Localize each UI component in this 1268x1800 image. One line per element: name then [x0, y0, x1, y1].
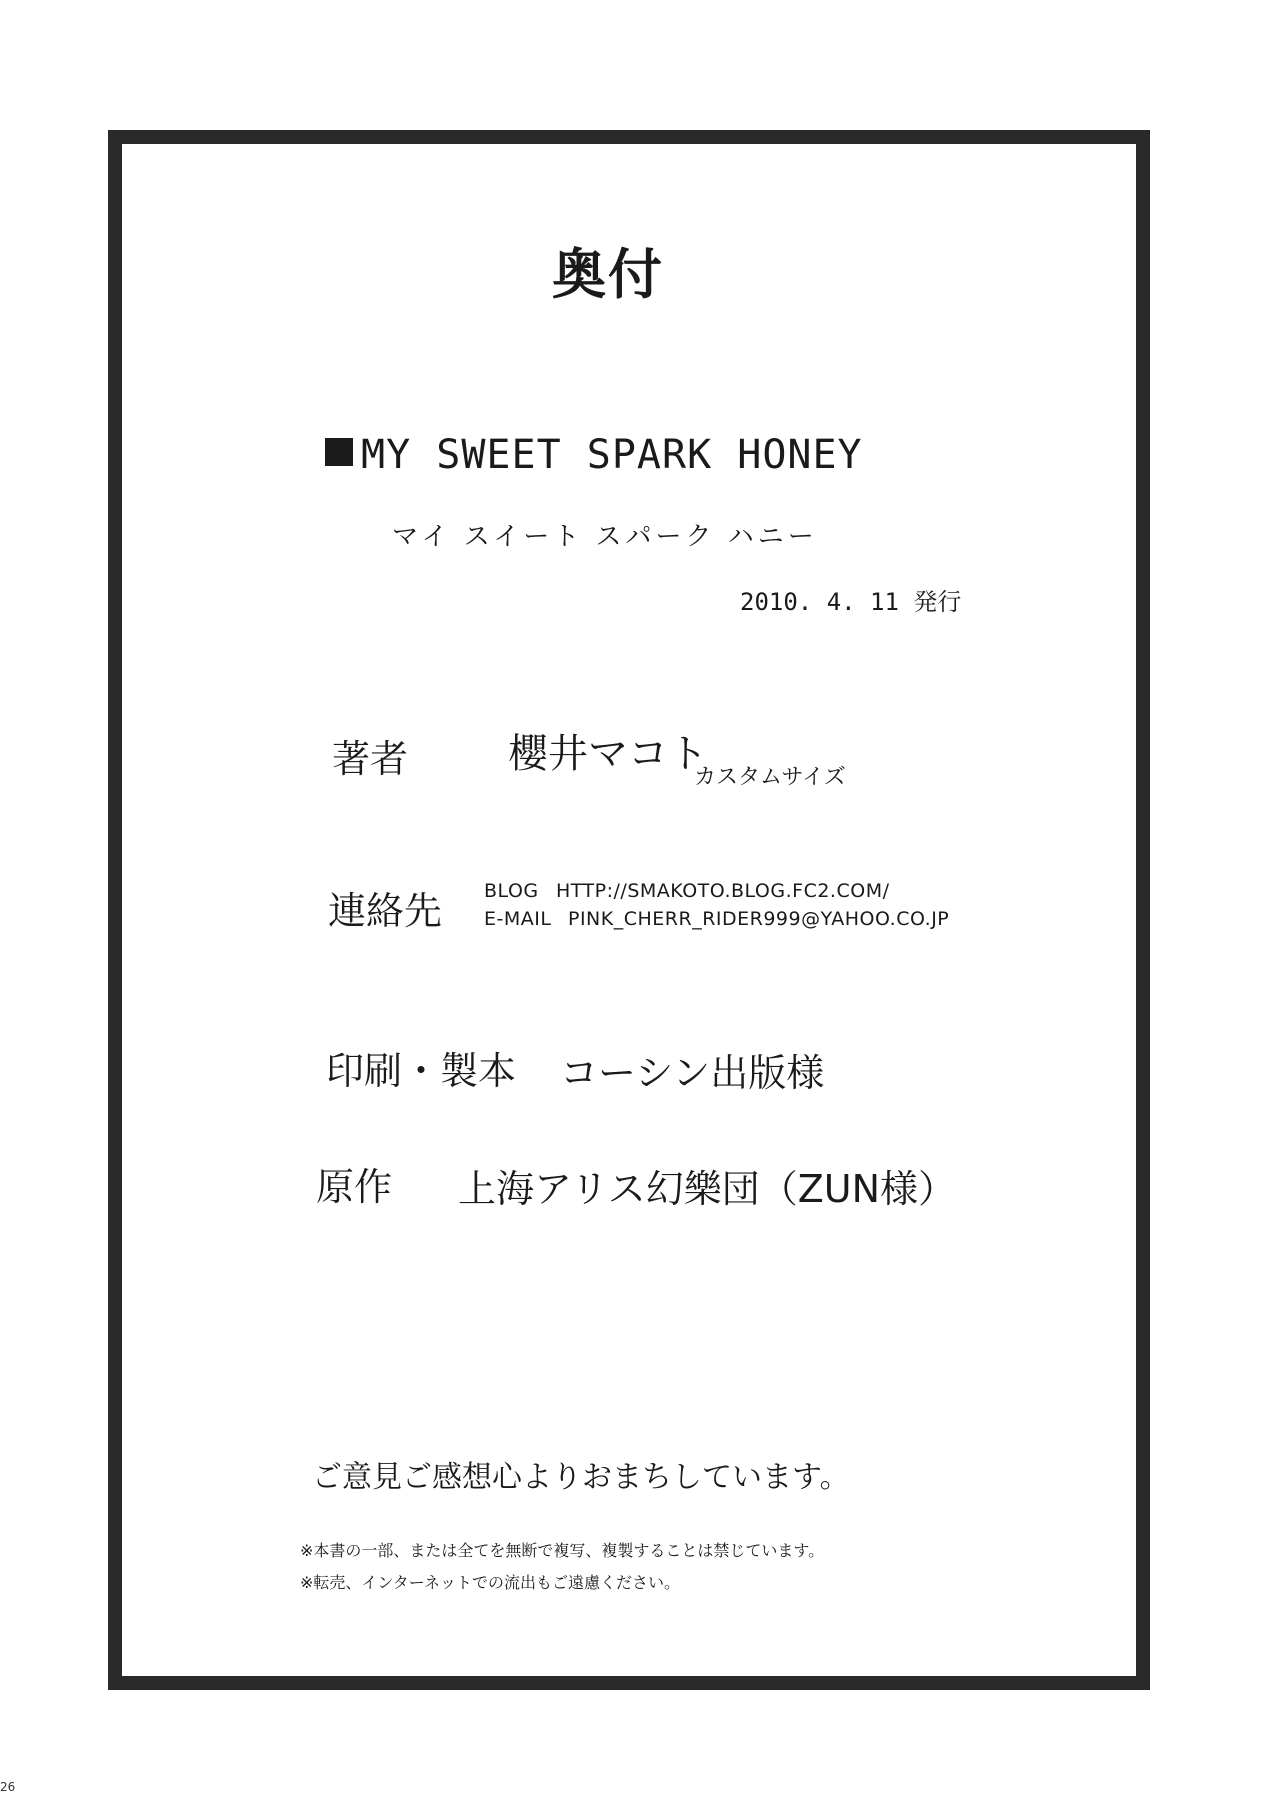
contact-label: 連絡先 — [328, 889, 443, 933]
page-number: 26 — [0, 1780, 16, 1794]
notice-resale: ※転売、インターネットでの流出もご遠慮ください。 — [300, 1573, 680, 1592]
colophon-heading: 奥付 — [552, 243, 664, 306]
book-title-kana: マイ スイート スパーク ハニー — [392, 522, 818, 552]
email-key: E-MAIL — [484, 908, 552, 930]
circle-name: カスタムサイズ — [694, 765, 846, 790]
author-name: 櫻井マコト — [508, 731, 708, 777]
notice-copy: ※本書の一部、または全てを無断で複写、複製することは禁じています。 — [300, 1541, 825, 1560]
email-address: PINK_CHERR_RIDER999@YAHOO.CO.JP — [568, 908, 950, 930]
closing-message: ご意見ご感想心よりおまちしています。 — [312, 1460, 850, 1495]
square-bullet-icon — [325, 438, 353, 466]
blog-url: HTTP://SMAKOTO.BLOG.FC2.COM/ — [556, 880, 890, 902]
author-label: 著者 — [332, 737, 409, 781]
original-work-value: 上海アリス幻樂団（ZUN様） — [458, 1167, 956, 1211]
book-title-text: MY SWEET SPARK HONEY — [361, 432, 863, 478]
printing-label: 印刷・製本 — [326, 1049, 517, 1093]
blog-key: BLOG — [484, 880, 539, 902]
book-title — [325, 432, 863, 478]
publish-date: 2010. 4. 11 発行 — [740, 588, 962, 616]
original-work-label: 原作 — [316, 1165, 393, 1209]
printing-value: コーシン出版様 — [560, 1051, 825, 1095]
